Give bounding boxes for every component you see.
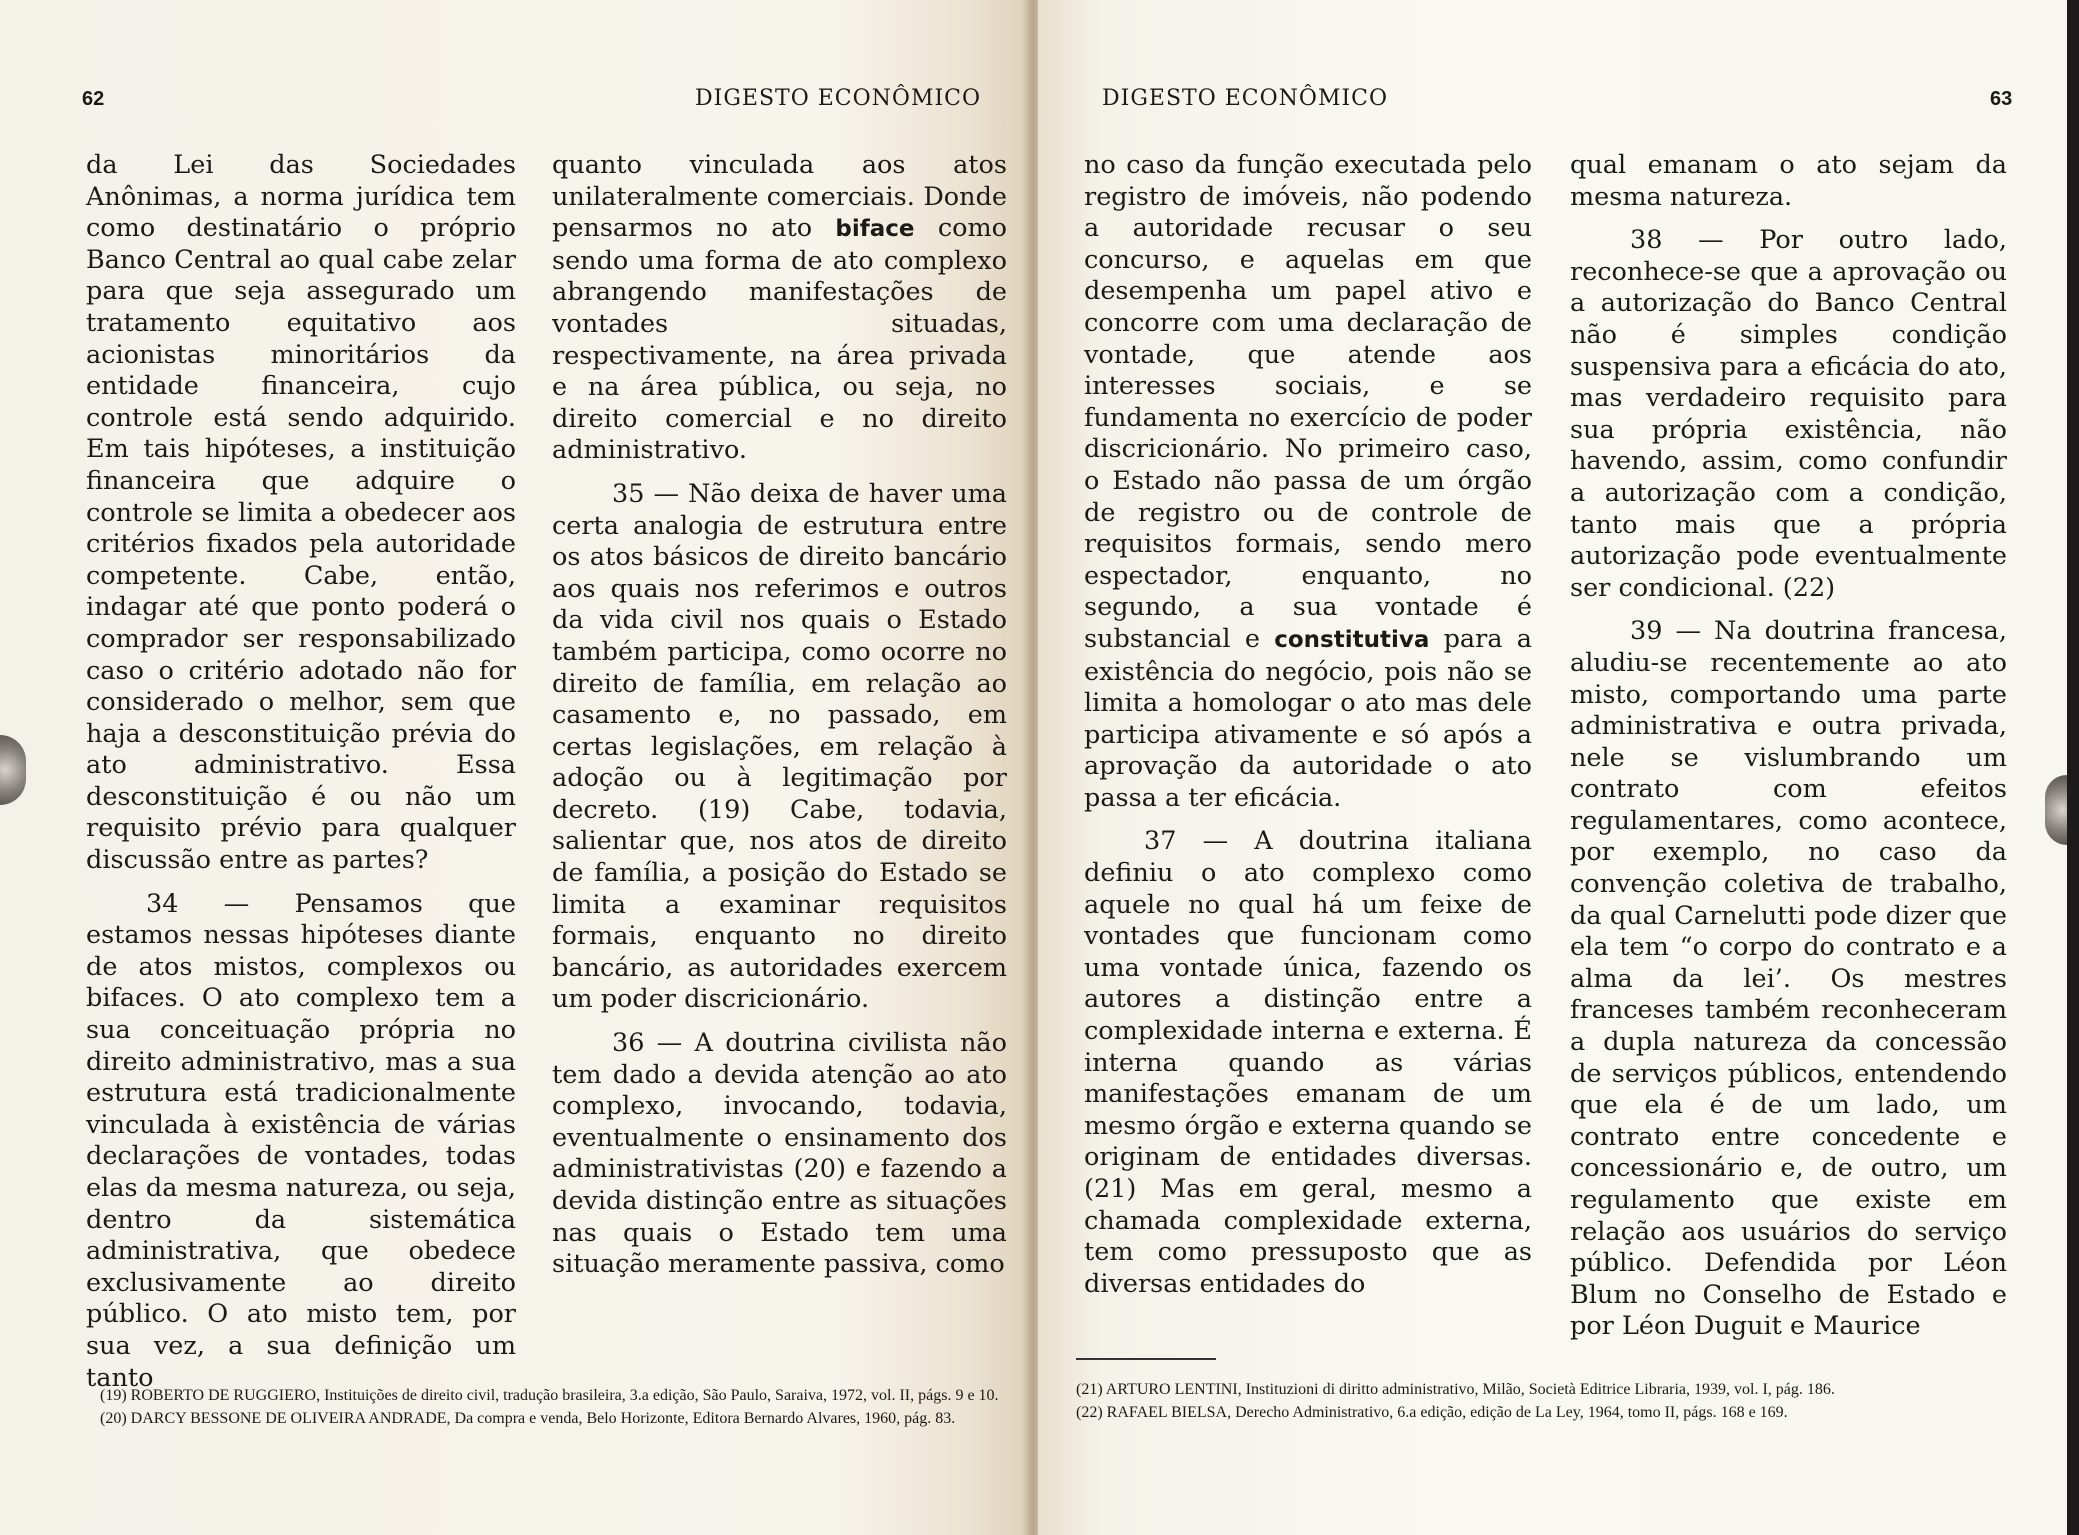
- paragraph: da Lei das Sociedades Anônimas, a norma jurídica tem como destinatário o próprio Banco Central ao qual cabe zelar para que seja assegurado um tratamento equitativo aos acionistas minoritários da entidade financeira, cujo controle está sendo adquirido. Em tais hipóteses, a instituição financeira que adquire o controle se limita a obedecer aos critérios fixados pela autoridade competente. Cabe, então, indagar até que ponto poderá o comprador ser responsabilizado caso o critério adotado não for considerado o melhor, sem que haja a desconstituição prévia do ato administrativo. Essa desconstituição é ou não um requisito prévio para qualquer discussão entre as partes?: [86, 150, 516, 876]
- paragraph-36: 36 — A doutrina civilista não tem dado a devida atenção ao ato complexo, invocando, todavia, eventualmente o ensinamento dos administrativistas (20) e fazendo a devida distinção entre as situações nas quais o Estado tem uma situação meramente passiva, como: [552, 1028, 1007, 1280]
- footnote-21: (21) ARTURO LENTINI, Instituzioni di diritto administrativo, Milão, Società Editrice Libraria, 1939, vol. I, pág. 186.: [1076, 1381, 1835, 1398]
- left-page: [0, 0, 1038, 1535]
- page-number-right: 63: [1990, 88, 2013, 110]
- paragraph: [1084, 150, 1532, 814]
- paragraph-35: 35 — Não deixa de haver uma certa analogia de estrutura entre os atos básicos de direito bancário aos quais nos referimos e outros da vida civil nos quais o Estado também participa, como ocorre no direito de família, em relação ao casamento e, no passado, em certas legislações, em relação à adoção ou à legitimação por decreto. (19) Cabe, todavia, salientar que, nos atos de direito de família, a posição do Estado se limita a examinar requisitos formais, enquanto no direito bancário, as autoridades exercem um poder discricionário.: [552, 478, 1007, 1015]
- text-run: no caso da função executada pelo registro de imóveis, não podendo a autoridade recusar o seu concurso, e aquelas em que desempenha um papel ativo e concorre com uma declaração de vontade, que atende aos interesses sociais, e se fundamenta no exercício de poder discricionário. No primeiro caso, o Estado não passa de um órgão de registro ou de controle de requisitos formais, sendo mero espectador, enquanto, no segundo, a sua vontade é substancial e: [1084, 150, 1532, 654]
- text-run: quanto vinculada aos atos unilateralmente comerciais. Donde pensarmos no ato: [552, 150, 1007, 244]
- left-column-2: [552, 150, 1007, 1293]
- text-run: como sendo uma forma de ato complexo abrangendo manifestações de vontades situadas, respectivamente, na área privada e na área pública, ou seja, no direito comercial e no direito administrativo.: [552, 213, 1007, 466]
- paragraph: [552, 150, 1007, 467]
- binding-staple: [2045, 775, 2067, 845]
- footnotes-right: [1076, 1380, 2036, 1426]
- paragraph-39: 39 — Na doutrina francesa, aludiu-se recentemente ao ato misto, comportando uma parte administrativa e outra privada, nele se vislumbrando um contrato com efeitos regulamentares, como acontece, por exemplo, no caso da convenção coletiva de trabalho, da qual Carnelutti pode dizer que ela tem “o corpo do contrato e a alma da lei’. Os mestres franceses também reconheceram a dupla natureza da concessão de serviços públicos, entendendo que ela é de um lado, um contrato entre concedente e concessionário e, de outro, um regulamento que existe em relação aos usuários do serviço público. Defendida por Léon Blum no Conselho de Estado e por Léon Duguit e Maurice: [1570, 616, 2007, 1342]
- footnote-19: (19) ROBERTO DE RUGGIERO, Instituições de direito civil, tradução brasileira, 3.a edição, São Paulo, Saraiva, 1972, vol. II, págs. 9 e 10.: [100, 1387, 999, 1404]
- paragraph-37: 37 — A doutrina italiana definiu o ato complexo como aquele no qual há um feixe de vontades que funcionam como uma vontade única, fazendo os autores a distinção entre a complexidade interna e externa. É interna quando as várias manifestações emanam de um mesmo órgão e externa quando se originam de entidades diversas. (21) Mas em geral, mesmo a chamada complexidade externa, tem como pressuposto que as diversas entidades do: [1084, 826, 1532, 1299]
- paragraph-34: 34 — Pensamos que estamos nessas hipóteses diante de atos mistos, complexos ou bifaces. O ato complexo tem a sua conceituação própria no direito administrativo, mas a sua estrutura está tradicionalmente vinculada à existência de várias declarações de vontades, todas elas da mesma natureza, ou seja, dentro da sistemática administrativa, que obedece exclusivamente ao direito público. O ato misto tem, por sua vez, a sua definição um tanto: [86, 888, 516, 1393]
- running-head-left: DIGESTO ECONÔMICO: [695, 86, 982, 111]
- right-column-2: [1570, 150, 2007, 1355]
- running-head-right: DIGESTO ECONÔMICO: [1102, 86, 1389, 111]
- page-number-left: 62: [82, 88, 105, 110]
- footnote-22: (22) RAFAEL BIELSA, Derecho Administrativo, 6.a edição, edição de La Ley, 1964, tomo II, págs. 168 e 169.: [1076, 1404, 1788, 1421]
- bold-term: bifacе: [835, 216, 915, 243]
- footnote-rule: [1076, 1358, 1216, 1360]
- binding-staple: [0, 735, 26, 805]
- text-run: para a existência do negócio, pois não se limita a homologar o ato mas dele participa ativamente e só após a aprovação da autoridade o ato passa a ter eficácia.: [1084, 623, 1532, 813]
- right-column-1: [1084, 150, 1532, 1312]
- page-edge: [2067, 0, 2079, 1535]
- footnote-20: (20) DARCY BESSONE DE OLIVEIRA ANDRADE, Da compra e venda, Belo Horizonte, Editora Bernardo Alvares, 1960, pág. 83.: [100, 1410, 956, 1427]
- paragraph: qual emanam o ato sejam da mesma natureza.: [1570, 150, 2007, 212]
- footnotes-left: [100, 1386, 1000, 1432]
- right-page: [1038, 0, 2079, 1535]
- left-column-1: [86, 150, 516, 1406]
- paragraph-38: 38 — Por outro lado, reconhece-se que a aprovação ou a autorização do Banco Central não é simples condição suspensiva para a eficácia do ato, mas verdadeiro requisito para sua própria existência, não havendo, assim, como confundir a autorização com a condição, tanto mais que a própria autorização pode eventualmente ser condicional. (22): [1570, 225, 2007, 603]
- bold-term: constitutiva: [1274, 626, 1430, 653]
